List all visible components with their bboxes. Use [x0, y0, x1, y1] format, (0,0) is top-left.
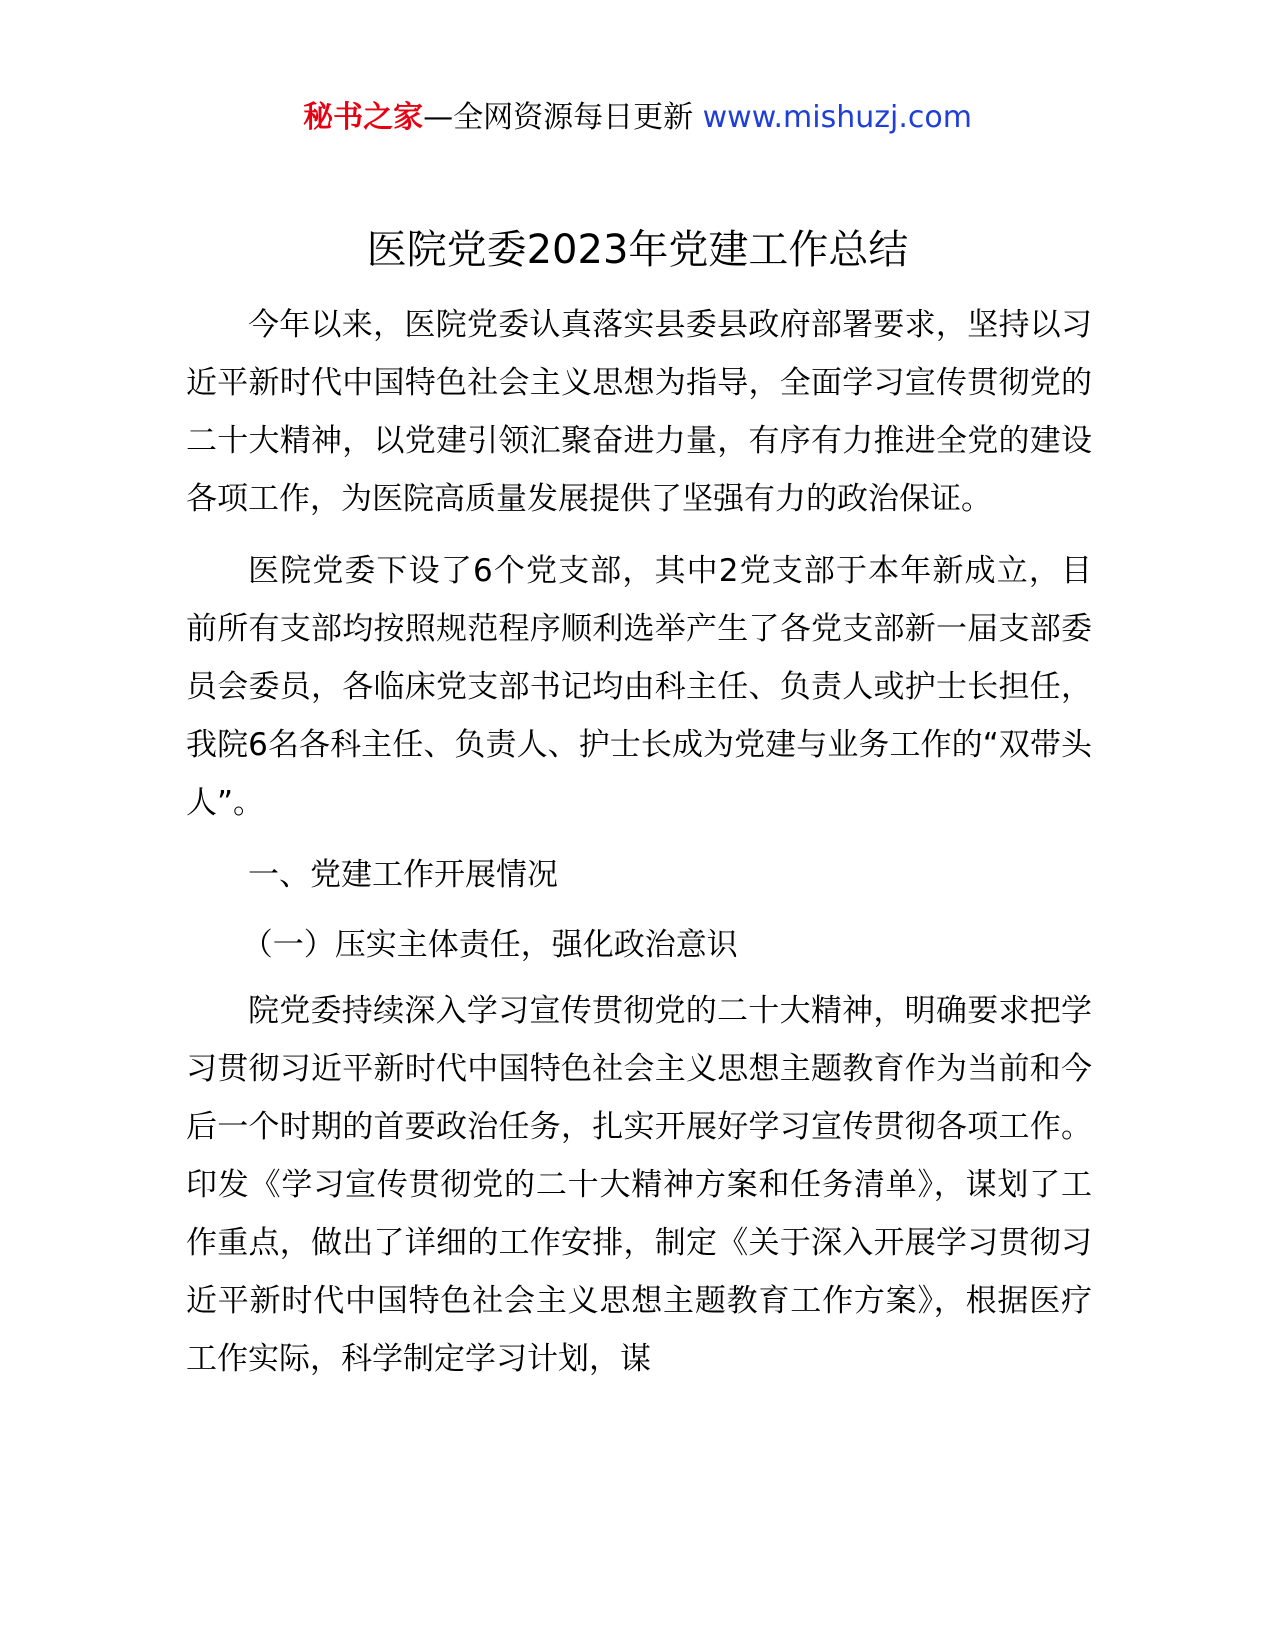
- site-slogan: —全网资源每日更新: [423, 100, 703, 135]
- site-brand: 秘书之家: [303, 100, 424, 135]
- intro-paragraph: 今年以来，医院党委认真落实县委县政府部署要求，坚持以习近平新时代中国特色社会主义思想为指导，全面学习宣传贯彻党的二十大精神，以党建引领汇聚奋进力量，有序有力推进全党的建设各项工作，为医院高质量发展提供了坚强有力的政治保证。: [186, 307, 1092, 517]
- site-banner: [0, 98, 1275, 138]
- document-body: [186, 296, 1092, 1402]
- subsection-paragraph: 院党委持续深入学习宣传贯彻党的二十大精神，明确要求把学习贯彻习近平新时代中国特色社会主义思想主题教育作为当前和今后一个时期的首要政治任务，扎实开展好学习宣传贯彻各项工作。印发《学习宣传贯彻党的二十大精神方案和任务清单》，谋划了工作重点，做出了详细的工作安排，制定《关于深入开展学习贯彻习近平新时代中国特色社会主义思想主题教育工作方案》，根据医疗工作实际，科学制定学习计划，谋: [186, 993, 1092, 1377]
- subsection-heading: （一）压实主体责任，强化政治意识: [241, 927, 738, 963]
- branch-paragraph: 医院党委下设了6个党支部，其中2党支部于本年新成立，目前所有支部均按照规范程序顺利选举产生了各党支部新一届支部委员会委员，各临床党支部书记均由科主任、负责人或护士长担任，我院6名各科主任、负责人、护士长成为党建与业务工作的“双带头人”。: [186, 553, 1092, 821]
- document-title: 医院党委2023年党建工作总结: [366, 227, 909, 273]
- section-heading: 一、党建工作开展情况: [248, 857, 558, 893]
- site-url-link[interactable]: www.mishuzj.com: [702, 100, 972, 135]
